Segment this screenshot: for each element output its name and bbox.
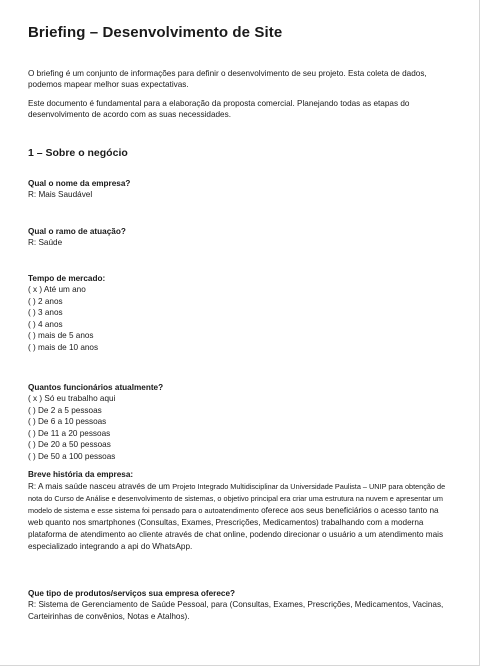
market-time-options bbox=[28, 284, 98, 354]
option-item: ( ) mais de 10 anos bbox=[28, 342, 99, 352]
answer-products-services: R: Sistema de Gerenciamento de Saúde Pessoal, para (Consultas, Exames, Prescrições, Medicamentos, Vacinas, Carteirinhas de convênios, Notas e Atalhos). bbox=[28, 600, 444, 621]
question-business-field: Qual o ramo de atuação? bbox=[28, 227, 126, 236]
option-item: ( ) 4 anos bbox=[28, 319, 63, 329]
option-item: ( ) 2 anos bbox=[28, 296, 63, 306]
question-market-time: Tempo de mercado: bbox=[28, 274, 106, 283]
document-title: Briefing – Desenvolvimento de Site bbox=[28, 24, 283, 41]
option-item: ( x ) Até um ano bbox=[28, 285, 86, 294]
intro-paragraph-1: O briefing é um conjunto de informações para definir o desenvolvimento de seu projeto. Esta coleta de dados, podemos mapear melhor suas expectativas. bbox=[28, 69, 427, 89]
option-item: ( ) mais de 5 anos bbox=[28, 331, 94, 341]
answer-business-field: R: Saúde bbox=[28, 238, 63, 247]
staff-count-options bbox=[28, 393, 115, 463]
option-item: ( ) De 20 a 50 pessoas bbox=[28, 440, 111, 450]
question-products-services: Que tipo de produtos/serviços sua empresa oferece? bbox=[28, 589, 236, 598]
option-item: ( x ) Só eu trabalho aqui bbox=[28, 394, 116, 403]
section-heading-business: 1 – Sobre o negócio bbox=[28, 147, 128, 159]
question-company-name: Qual o nome da empresa? bbox=[28, 179, 131, 188]
option-item: ( ) De 2 a 5 pessoas bbox=[28, 405, 102, 415]
question-staff-count: Quantos funcionários atualmente? bbox=[28, 383, 164, 392]
option-item: ( ) 3 anos bbox=[28, 308, 63, 318]
intro-paragraph-2: Este documento é fundamental para a elaboração da proposta comercial. Planejando todas as etapas do desenvolvimento de acordo com as suas necessidades. bbox=[28, 99, 410, 119]
option-item: ( ) De 50 a 100 pessoas bbox=[28, 451, 116, 461]
history-text-part-2: Projeto Integrado Multidisciplinar da Universidade Paulista – UNIP para obtenção de nota do Curso de Análise e desenvolvimento de sistemas, o objetivo principal era criar uma estrutura na nuvem e apresentar um modelo de sistema e esse sistema foi pensado para o autoatendimento bbox=[28, 482, 446, 515]
history-text-part-1: R: A mais saúde nasceu através de um bbox=[28, 482, 173, 491]
history-text-part-3: oferece aos seus beneficiários o acesso tanto na web quanto nos smartphones (Consultas, Exames, Prescrições, Medicamentos) trabalhando com a moderna plataforma de atendimento ao cliente através de chat online, podendo direcionar o usuário a um atendimento mais especializado integrando a api do WhatsApp. bbox=[28, 506, 444, 551]
option-item: ( ) De 6 a 10 pessoas bbox=[28, 417, 107, 427]
question-company-history: Breve história da empresa: bbox=[28, 470, 134, 479]
option-item: ( ) De 11 a 20 pessoas bbox=[28, 428, 111, 438]
answer-company-name: R: Mais Saudável bbox=[28, 190, 93, 199]
answer-company-history bbox=[28, 481, 453, 553]
